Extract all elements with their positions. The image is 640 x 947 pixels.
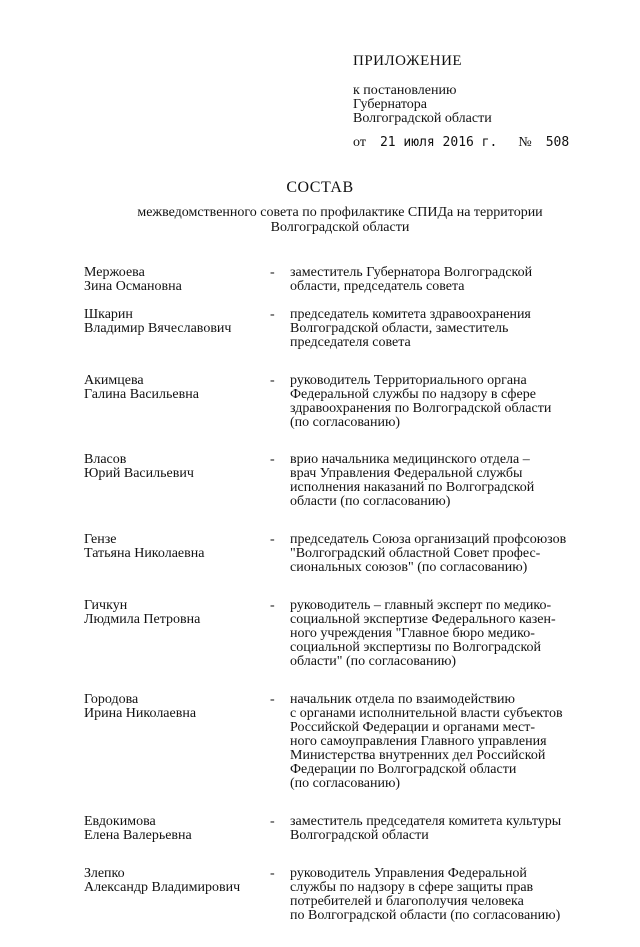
member-name-line: Гензе <box>84 532 117 547</box>
member-name-line: Александр Владимирович <box>84 880 241 895</box>
member-name <box>84 815 270 843</box>
member-name-line: Власов <box>84 452 127 467</box>
member-name-line: Городова <box>84 692 139 707</box>
member-list <box>84 266 574 947</box>
member-role-line: руководитель – главный эксперт по медико- <box>290 598 552 613</box>
subtitle-line: Волгоградской области <box>270 220 410 235</box>
member-dash: - <box>270 692 275 707</box>
member-name-line: Зина Османовна <box>84 279 182 294</box>
number-sign: № <box>518 135 532 150</box>
member-role-line: заместитель председателя комитета культуры <box>290 814 562 829</box>
member-name <box>84 266 270 294</box>
member-name <box>84 599 270 627</box>
member-role-line: (по согласованию) <box>290 776 401 791</box>
member-role-line: председатель комитета здравоохранения <box>290 307 531 322</box>
member-dash: - <box>270 265 275 280</box>
member-role-line: с органами исполнительной власти субъектов <box>290 706 563 721</box>
appendix-block <box>353 54 613 126</box>
member-name <box>84 308 270 336</box>
member-name-line: Юрий Васильевич <box>84 466 194 481</box>
member-role-line: социальной экспертизы по Волгоградской <box>290 640 542 655</box>
member-name-line: Акимцева <box>84 373 144 388</box>
member-name-line: Гичкун <box>84 598 128 613</box>
member-row <box>84 266 574 294</box>
member-row <box>84 453 574 509</box>
member-role-line: потребителей и благополучия человека <box>290 894 524 909</box>
member-row <box>84 374 574 430</box>
member-role-line: области (по согласованию) <box>290 494 451 509</box>
member-role-line: Волгоградской области <box>290 828 429 843</box>
member-role <box>290 815 574 843</box>
member-name-line: Людмила Петровна <box>84 612 201 627</box>
member-row <box>84 533 574 575</box>
member-dash: - <box>270 598 275 613</box>
member-row <box>84 867 574 923</box>
member-role-line: заместитель Губернатора Волгоградской <box>290 265 533 280</box>
member-name-line: Евдокимова <box>84 814 156 829</box>
member-role-line: начальник отдела по взаимодействию <box>290 692 515 707</box>
appendix-line: Губернатора <box>353 97 428 112</box>
member-role <box>290 374 574 430</box>
member-row <box>84 308 574 350</box>
subtitle-line: межведомственного совета по профилактике СПИДа на территории <box>137 205 543 220</box>
member-role <box>290 453 574 509</box>
member-role-line: врио начальника медицинского отдела – <box>290 452 530 467</box>
member-role-line: Федеральной службы по надзору в сфере <box>290 387 536 402</box>
decree-date-line <box>353 135 613 150</box>
member-row <box>84 815 574 843</box>
member-role <box>290 867 574 923</box>
member-name <box>84 453 270 481</box>
member-role-line: (по согласованию) <box>290 415 401 430</box>
member-role-line: по Волгоградской области (по согласованию) <box>290 908 561 923</box>
member-name-line: Галина Васильевна <box>84 387 199 402</box>
member-row <box>84 599 574 669</box>
appendix-line: Волгоградской области <box>353 111 492 126</box>
member-role <box>290 308 574 350</box>
member-dash: - <box>270 866 275 881</box>
member-role-line: сиональных союзов" (по согласованию) <box>290 560 528 575</box>
member-name-line: Владимир Вячеславович <box>84 321 232 336</box>
member-name-line: Шкарин <box>84 307 133 322</box>
member-role-line: ного самоуправления Главного управления <box>290 734 547 749</box>
member-role <box>290 533 574 575</box>
member-name <box>84 533 270 561</box>
appendix-line: к постановлению <box>353 83 457 98</box>
member-dash: - <box>270 373 275 388</box>
member-role <box>290 266 574 294</box>
decree-date: 21 июля 2016 г. <box>379 135 498 150</box>
member-name <box>84 867 270 895</box>
member-name <box>84 693 270 721</box>
appendix-title: ПРИЛОЖЕНИЕ <box>353 53 463 69</box>
member-role-line: здравоохранения по Волгоградской области <box>290 401 552 416</box>
member-role-line: "Волгоградский областной Совет профес- <box>290 546 541 561</box>
member-role-line: социальной экспертизе Федерального казен- <box>290 612 556 627</box>
member-name-line: Злепко <box>84 866 125 881</box>
date-prefix: от <box>353 135 366 150</box>
decree-number: 508 <box>545 135 570 150</box>
document-title: СОСТАВ <box>286 179 354 196</box>
member-role-line: руководитель Управления Федеральной <box>290 866 527 881</box>
member-name-line: Татьяна Николаевна <box>84 546 205 561</box>
member-name-line: Ирина Николаевна <box>84 706 197 721</box>
member-role-line: ного учреждения "Главное бюро медико- <box>290 626 535 641</box>
member-role <box>290 599 574 669</box>
member-name <box>84 374 270 402</box>
member-dash: - <box>270 452 275 467</box>
member-dash: - <box>270 307 275 322</box>
member-dash: - <box>270 814 275 829</box>
member-role-line: врач Управления Федеральной службы <box>290 466 523 481</box>
member-dash: - <box>270 532 275 547</box>
member-role-line: исполнения наказаний по Волгоградской <box>290 480 535 495</box>
member-role-line: Министерства внутренних дел Российской <box>290 748 546 763</box>
member-role-line: председатель Союза организаций профсоюзов <box>290 532 567 547</box>
member-name-line: Мержоева <box>84 265 145 280</box>
member-role-line: области, председатель совета <box>290 279 465 294</box>
member-row <box>84 693 574 791</box>
member-role <box>290 693 574 791</box>
member-role-line: области" (по согласованию) <box>290 654 457 669</box>
member-role-line: председателя совета <box>290 335 411 350</box>
document-subtitle <box>0 205 640 235</box>
member-role-line: руководитель Территориального органа <box>290 373 527 388</box>
member-role-line: Российской Федерации и органами мест- <box>290 720 536 735</box>
member-name-line: Елена Валерьевна <box>84 828 192 843</box>
document-heading <box>0 180 640 235</box>
member-role-line: Федерации по Волгоградской области <box>290 762 517 777</box>
member-role-line: службы по надзору в сфере защиты прав <box>290 880 534 895</box>
member-role-line: Волгоградской области, заместитель <box>290 321 509 336</box>
